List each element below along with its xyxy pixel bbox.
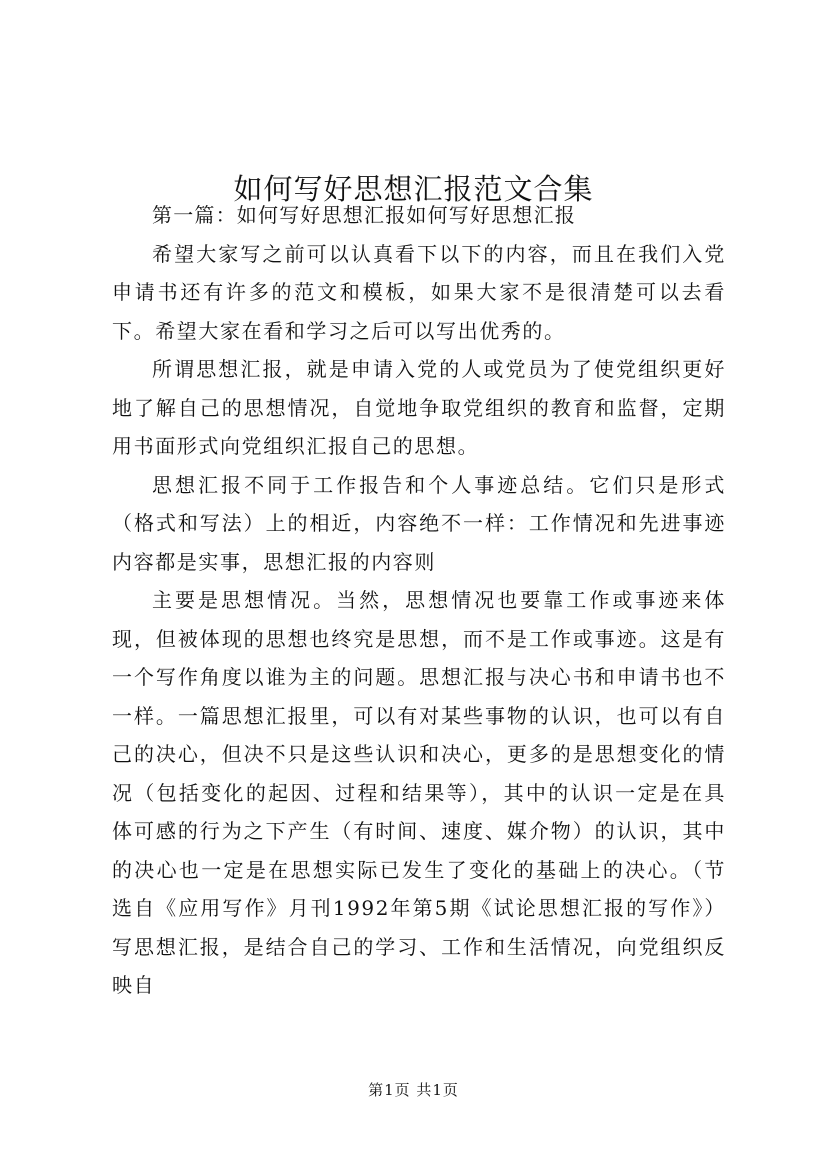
section-heading: 第一篇：如何写好思想汇报如何写好思想汇报 [152, 203, 576, 227]
document-title: 如何写好思想汇报范文合集 [233, 172, 594, 207]
paragraph-difference: 思想汇报不同于工作报告和个人事迹总结。它们只是形式（格式和写法）上的相近，内容绝不一样：工作情况和先进事迹内容都是实事，思想汇报的内容则 [112, 472, 726, 574]
paragraph-definition: 所谓思想汇报，就是申请入党的人或党员为了使党组织更好地了解自己的思想情况，自觉地争取党组织的教育和监督，定期用书面形式向党组织汇报自己的思想。 [112, 357, 726, 458]
document-body [112, 196, 726, 1005]
paragraph-main-content: 主要是思想情况。当然，思想情况也要靠工作或事迹来体现，但被体现的思想也终究是思想，而不是工作或事迹。这是有一个写作角度以谁为主的问题。思想汇报与决心书和申请书也不一样。一篇思想汇报里，可以有对某些事物的认识，也可以有自己的决心，但决不只是这些认识和决心，更多的是思想变化的情况（包括变化的起因、过程和结果等），其中的认识一定是在具体可感的行为之下产生（有时间、速度、媒介物）的认识，其中的决心也一定是在思想实际已发生了变化的基础上的决心。（节选自《应用写作》月刊1992年第5期《试论思想汇报的写作》）写思想汇报，是结合自己的学习、工作和生活情况，向党组织反映自 [112, 588, 726, 997]
paragraph-intro: 希望大家写之前可以认真看下以下的内容，而且在我们入党申请书还有许多的范文和模板，如果大家不是很清楚可以去看下。希望大家在看和学习之后可以写出优秀的。 [112, 241, 726, 343]
page-footer: 第1页 共1页 [368, 1081, 459, 1099]
